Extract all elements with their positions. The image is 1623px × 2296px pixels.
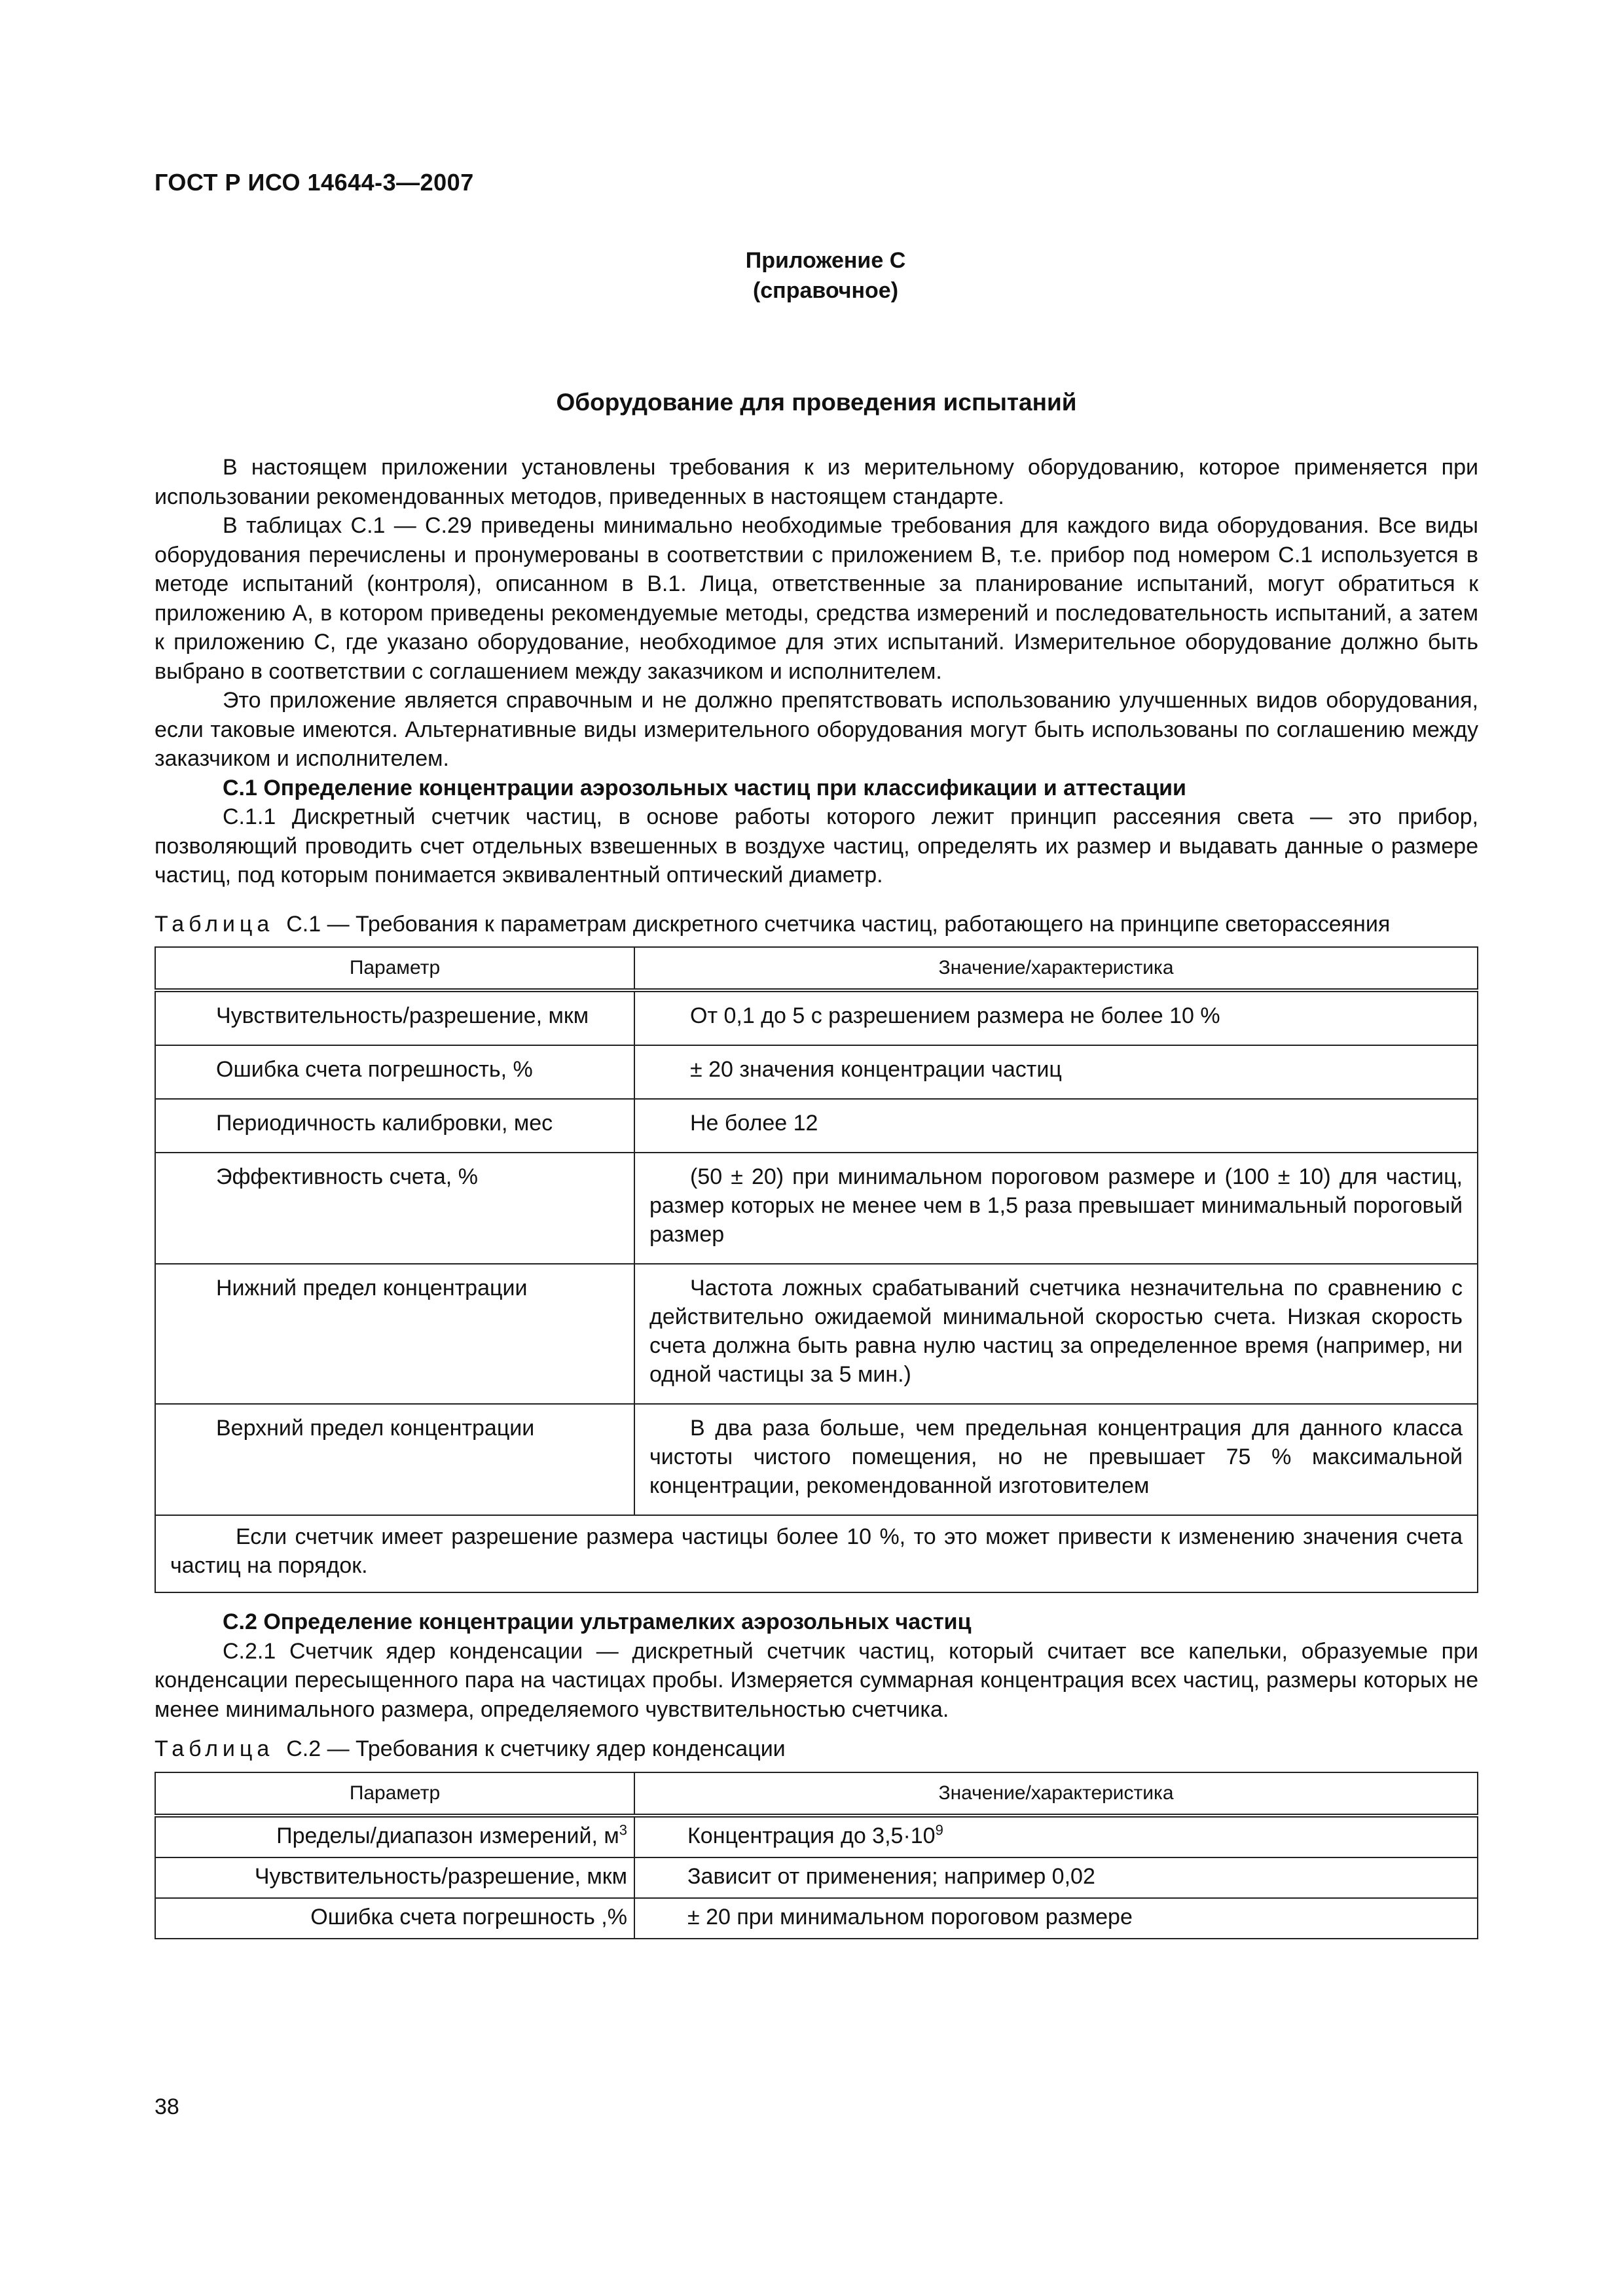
table1-caption-text: С.1 — Требования к параметрам дискретного счетчика частиц, работающего на принципе светорассеяния — [286, 911, 1391, 937]
value-superscript: 9 — [935, 1821, 943, 1839]
table-row — [155, 1099, 1478, 1153]
table-row — [155, 1045, 1478, 1099]
table-cell-param: Верхний предел концентрации — [155, 1404, 634, 1515]
param-text: Пределы/диапазон измерений, м — [276, 1823, 619, 1848]
table-cell-value: (50 ± 20) при минимальном пороговом размере и (100 ± 10) для частиц, размер которых не менее чем в 1,5 раза превышает минимальный пороговый размер — [634, 1153, 1478, 1264]
table-cell-param: Эффективность счета, % — [155, 1153, 634, 1264]
annex-body — [155, 453, 1478, 1939]
table1-caption-label: Таблица — [155, 911, 274, 937]
table-cell-param: Ошибка счета погрешность ,% — [155, 1898, 634, 1939]
table-header-row — [155, 1772, 1478, 1816]
annex-heading — [155, 245, 1478, 306]
section-title: Оборудование для проведения испытаний — [556, 389, 1077, 416]
table2-caption — [155, 1734, 1478, 1764]
table-cell-param: Чувствительность/разрешение, мкм — [155, 990, 634, 1045]
table-row — [155, 1857, 1478, 1898]
table-row — [155, 990, 1478, 1045]
table-cell-value: Не более 12 — [634, 1099, 1478, 1153]
table-cell-value: В два раза больше, чем предельная концентрация для данного класса чистоты чистого помещения, но не превышает 75 % максимальной концентрации, рекомендованной изготовителем — [634, 1404, 1478, 1515]
table-cell-value: Частота ложных срабатываний счетчика незначительна по сравнению с действительно ожидаемой минимальной скоростью счета. Низкая скорость счета должна быть равна нулю частиц за определенное время (например, ни одной частицы за 5 мин.) — [634, 1264, 1478, 1404]
table1-note: Если счетчик имеет разрешение размера частицы более 10 %, то это может привести к изменению значения счета частиц на порядок. — [155, 1515, 1478, 1592]
table1-col-param: Параметр — [155, 947, 634, 990]
paragraph-intro: В настоящем приложении установлены требования к из мерительному оборудованию, которое применяется при использовании рекомендованных методов, приведенных в настоящем стандарте. — [155, 455, 1478, 509]
annex-subtitle: (справочное) — [752, 278, 899, 303]
table-c1 — [155, 946, 1478, 1593]
table1-caption — [155, 910, 1478, 939]
table2-caption-label: Таблица — [155, 1736, 274, 1761]
table-c2 — [155, 1772, 1478, 1939]
document-id: ГОСТ Р ИСО 14644-3—2007 — [155, 169, 474, 196]
param-superscript: 3 — [619, 1821, 627, 1839]
paragraph-tables: В таблицах С.1 — С.29 приведены минимально необходимые требования для каждого вида оборудования. Все виды оборудования перечислены и пронумерованы в соответствии с приложением В, т.е. прибор под номером С.1 используется в методе испытаний (контроля), описанном в В.1. Лица, ответственные за планирование испытаний, могут обратиться к приложению А, в котором приведены рекомендуемые методы, средства измерений и последовательность испытаний, а затем к приложению С, где указано оборудование, необходимое для этих испытаний. Измерительное оборудование должно быть выбрано в соответствии с соглашением между заказчиком и исполнителем. — [155, 513, 1478, 684]
table1-col-value: Значение/характеристика — [634, 947, 1478, 990]
table-header-row — [155, 947, 1478, 990]
section-c2-text: С.2.1 Счетчик ядер конденсации — дискретный счетчик частиц, который считает все капельки, образуемые при конденсации пересыщенного пара на частицах пробы. Измеряется суммарная концентрация всех частиц, размеры которых не менее минимального размера, определяемого чувствительностью счетчика. — [155, 1638, 1478, 1722]
value-text: Концентрация до 3,5·10 — [687, 1823, 936, 1848]
table-cell-param: Чувствительность/разрешение, мкм — [155, 1857, 634, 1898]
section-c1-text: С.1.1 Дискретный счетчик частиц, в основе работы которого лежит принцип рассеяния света — это прибор, позволяющий проводить счет отдельных взвешенных в воздухе частиц, определять их размер и выдавать данные о размере частиц, под которым понимается эквивалентный оптический диаметр. — [155, 804, 1478, 888]
table-row — [155, 1404, 1478, 1515]
table-cell-value: От 0,1 до 5 с разрешением размера не более 10 % — [634, 990, 1478, 1045]
table-cell-value: ± 20 значения концентрации частиц — [634, 1045, 1478, 1099]
annex-title: Приложение С — [745, 248, 906, 273]
table-row — [155, 1816, 1478, 1857]
table-row — [155, 1153, 1478, 1264]
table2-caption-text: С.2 — Требования к счетчику ядер конденсации — [286, 1736, 786, 1761]
table-cell-value: ± 20 при минимальном пороговом размере — [634, 1898, 1478, 1939]
table-cell-value: Зависит от применения; например 0,02 — [634, 1857, 1478, 1898]
table-row — [155, 1264, 1478, 1404]
table-note-row — [155, 1515, 1478, 1592]
page-number: 38 — [155, 2094, 179, 2119]
table-cell-param: Нижний предел концентрации — [155, 1264, 634, 1404]
table2-col-param: Параметр — [155, 1772, 634, 1816]
table-cell-value — [634, 1816, 1478, 1857]
table-row — [155, 1898, 1478, 1939]
table-cell-param: Ошибка счета погрешность, % — [155, 1045, 634, 1099]
table-cell-param — [155, 1816, 634, 1857]
paragraph-reference: Это приложение является справочным и не должно препятствовать использованию улучшенных видов оборудования, если таковые имеются. Альтернативные виды измерительного оборудования могут быть использованы по соглашению между заказчиком и исполнителем. — [155, 688, 1478, 771]
table-cell-param: Периодичность калибровки, мес — [155, 1099, 634, 1153]
table2-col-value: Значение/характеристика — [634, 1772, 1478, 1816]
section-c1-heading: С.1 Определение концентрации аэрозольных частиц при классификации и аттестации — [223, 775, 1186, 800]
section-c2-heading: С.2 Определение концентрации ультрамелких аэрозольных частиц — [223, 1609, 972, 1634]
